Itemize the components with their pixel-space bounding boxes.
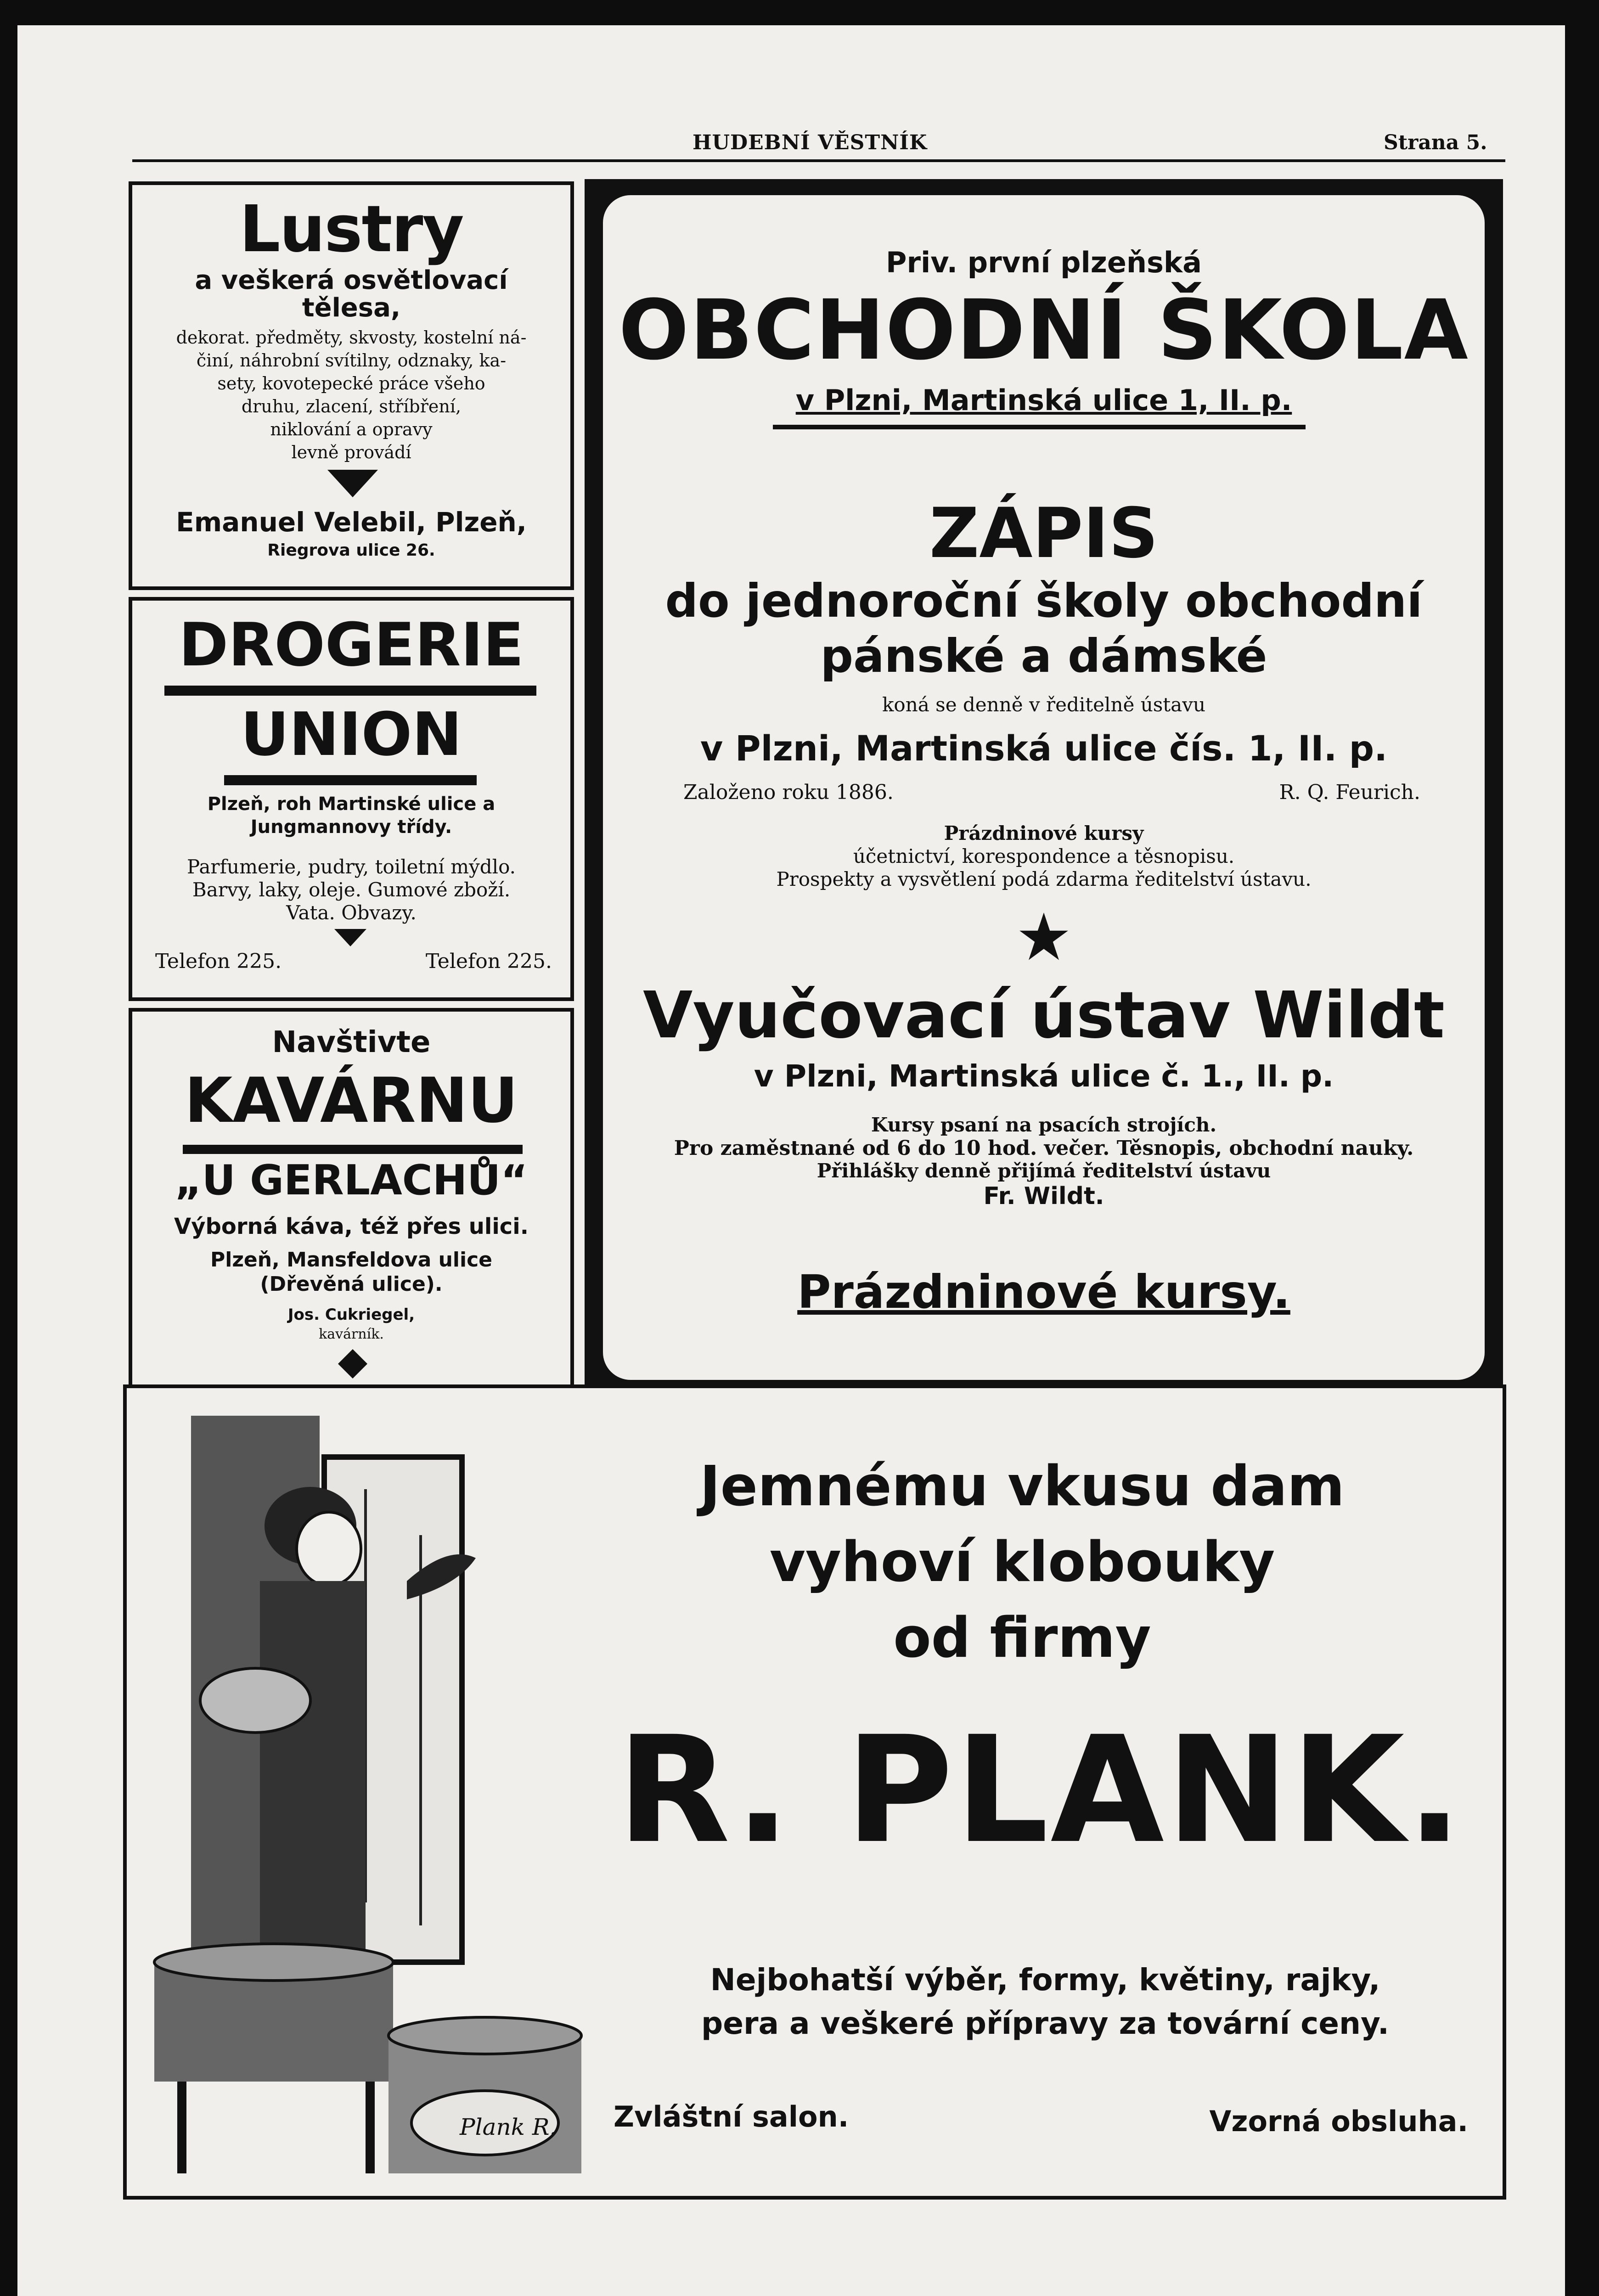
lustry-body-6: levně provádí [291,442,411,462]
header-page-number: Strana 5. [1384,131,1487,154]
skola-founded: Založeno roku 1886. [683,781,894,804]
kavarna-owner-1: Jos. Cukriegel, [287,1306,415,1324]
kavarna-name: „U GERLACHŮ“ [175,1156,528,1204]
plank-box-label: Plank R. [460,2114,557,2140]
skola-footer: Prázdninové kursy. [797,1265,1290,1319]
wildt-title: Vyučovací ústav Wildt [643,978,1445,1053]
ad-lustry [129,181,574,590]
skola-kursy-3: Prospekty a vysvětlení podá zdarma ředitelství ústavu. [776,868,1312,890]
lustry-firm: Emanuel Velebil, Plzeň, [176,506,527,538]
kavarna-address-1: Plzeň, Mansfeldova ulice [210,1248,493,1272]
drogerie-phone-right: Telefon 225. [425,950,552,973]
lustry-body-3: sety, kovotepecké práce všeho [217,373,485,394]
star-icon [1019,912,1069,962]
wildt-line-2: Pro zaměstnané od 6 do 10 hod. večer. Těsnopis, obchodní nauky. [674,1137,1414,1160]
lustry-body-4: druhu, zlacení, stříbření, [241,396,462,416]
skola-title: OBCHODNÍ ŠKOLA [619,282,1469,378]
skola-rule [773,425,1306,429]
skola-kursy-1: Prázdninové kursy [944,822,1144,844]
plank-right-footer: Vzorná obsluha. [1209,2105,1468,2138]
wildt-line-1: Kursy psaní na psacích strojích. [871,1114,1217,1136]
skola-zapis-line-2: pánské a dámské [820,629,1267,683]
plank-slogan-2: vyhoví klobouky [769,1531,1275,1594]
drogerie-address-2: Jungmannovy třídy. [250,816,452,838]
skola-zapis: ZÁPIS [929,494,1159,574]
drogerie-address-1: Plzeň, roh Martinské ulice a [207,793,495,815]
skola-kona: koná se denně v ředitelně ústavu [882,693,1206,716]
triangle-down-icon [334,929,366,946]
skola-zapis-line-1: do jednoroční školy obchodní [665,574,1423,628]
drogerie-goods-3: Vata. Obvazy. [286,901,417,924]
kavarna-owner-2: kavárník. [319,1326,384,1342]
wildt-sign: Fr. Wildt. [983,1182,1104,1210]
drogerie-rule-2 [224,775,477,785]
plank-left-footer: Zvláštní salon. [614,2100,849,2133]
skola-pre: Priv. první plzeňská [886,246,1202,279]
plank-slogan-1: Jemnému vkusu dam [699,1455,1345,1519]
triangle-down-icon [327,470,378,497]
kavarna-title: KAVÁRNU [184,1064,518,1137]
kavarna-address-2: (Dřevěná ulice). [260,1272,443,1296]
plank-firm: R. PLANK. [617,1705,1464,1876]
lustry-address: Riegrova ulice 26. [267,541,435,560]
lustry-body-5: niklování a opravy [270,419,433,439]
skola-director: R. Q. Feurich. [1279,781,1420,804]
skola-address: v Plzni, Martinská ulice 1, II. p. [795,383,1292,417]
lustry-body-1: dekorat. předměty, skvosty, kostelní ná- [176,327,527,348]
kavarna-line1: Navštivte [272,1025,431,1059]
header-title: HUDEBNÍ VĚSTNÍK [693,131,928,154]
woman-with-hat-illustration [127,1397,604,2187]
drogerie-goods-1: Parfumerie, pudry, toiletní mýdlo. [187,855,516,878]
ad-kavarna [129,1008,574,1396]
diamond-icon [338,1349,367,1379]
plank-slogan-3: od firmy [893,1606,1151,1670]
lustry-subtitle-2: tělesa, [302,293,401,323]
drogerie-phone-left: Telefon 225. [155,950,282,973]
kavarna-rule [183,1145,523,1154]
wildt-address: v Plzni, Martinská ulice č. 1., II. p. [754,1058,1334,1094]
lustry-title: Lustry [239,192,463,267]
drogerie-subtitle: UNION [240,699,462,769]
ad-drogerie [129,597,574,1001]
drogerie-goods-2: Barvy, laky, oleje. Gumové zboží. [192,878,511,901]
newspaper-page [17,25,1565,2296]
plank-offer-2: pera a veškeré přípravy za tovární ceny. [701,2006,1390,2041]
ad-plank [123,1384,1506,2200]
skola-kursy-2: účetnictví, korespondence a těsnopisu. [853,845,1235,867]
plank-offer-1: Nejbohatší výběr, formy, květiny, rajky, [710,1962,1380,1998]
skola-address-2: v Plzni, Martinská ulice čís. 1, II. p. [700,728,1388,769]
lustry-subtitle-1: a veškerá osvětlovací [195,265,508,295]
kavarna-slogan: Výborná káva, též přes ulici. [174,1214,529,1239]
wildt-line-3: Přihlášky denně přijímá ředitelství ústavu [816,1159,1271,1182]
drogerie-title: DROGERIE [179,610,524,680]
ad-skola [603,195,1485,1380]
lustry-body-2: činí, náhrobní svítilny, odznaky, ka- [196,350,507,371]
drogerie-rule-1 [164,686,536,696]
header-rule [132,159,1505,162]
